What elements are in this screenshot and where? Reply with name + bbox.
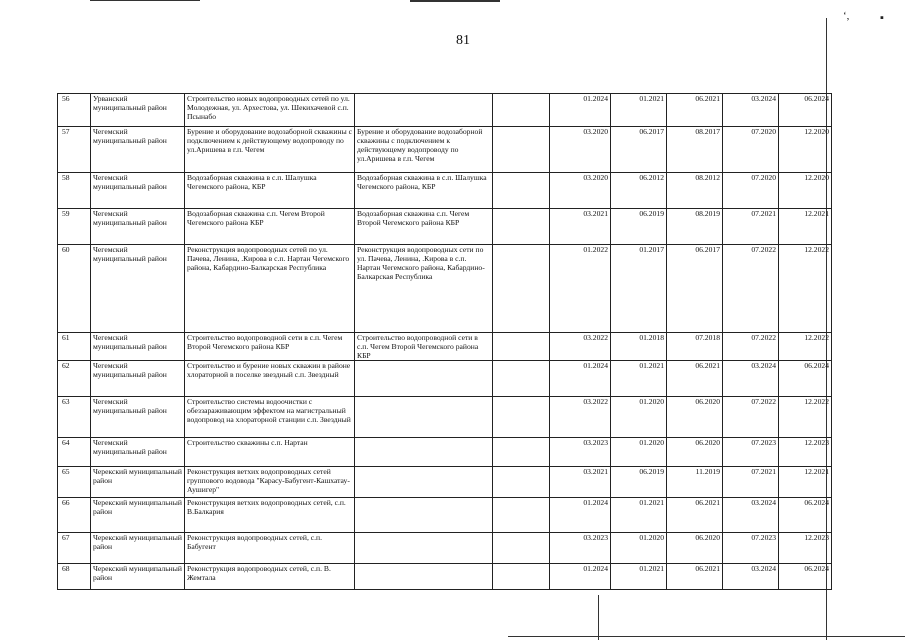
row-number: 68	[58, 564, 91, 590]
date-cell-5: 07.2021	[723, 209, 779, 245]
date-cell-1	[493, 397, 550, 438]
date-cell-3: 01.2017	[611, 245, 667, 333]
date-cell-1	[493, 245, 550, 333]
date-cell-2: 03.2022	[550, 397, 611, 438]
date-cell-3: 01.2020	[611, 397, 667, 438]
date-cell-4: 08.2012	[667, 173, 723, 209]
date-cell-2: 03.2022	[550, 333, 611, 361]
project-title-cell: Строительство водопроводной сети в с.п. Чегем Второй Чегемского района КБР	[185, 333, 355, 361]
project-title-cell: Реконструкция ветхих водопроводных сетей, с.п. В.Балкария	[185, 498, 355, 533]
date-cell-5: 07.2022	[723, 245, 779, 333]
date-cell-2: 03.2020	[550, 127, 611, 173]
date-cell-5: 07.2022	[723, 333, 779, 361]
date-cell-3: 01.2021	[611, 498, 667, 533]
date-cell-6: 12.2023	[779, 438, 832, 467]
date-cell-4: 06.2021	[667, 94, 723, 127]
date-cell-6: 12.2020	[779, 127, 832, 173]
date-cell-1	[493, 209, 550, 245]
object-name-cell: Водозаборная скважина с.п. Чегем Второй Чегемского района КБР	[355, 209, 493, 245]
date-cell-3: 01.2021	[611, 361, 667, 397]
date-cell-6: 06.2024	[779, 498, 832, 533]
scan-artifact-bottom	[508, 636, 905, 637]
date-cell-1	[493, 361, 550, 397]
data-table	[57, 93, 831, 590]
object-name-cell	[355, 361, 493, 397]
project-title-cell: Реконструкция водопроводных сетей, с.п. В. Жемтала	[185, 564, 355, 590]
date-cell-5: 03.2024	[723, 361, 779, 397]
object-name-cell	[355, 438, 493, 467]
project-title-cell: Реконструкция ветхих водопроводных сетей группового водовода "Карасу-Бабугент-Кашхатау-Аушигер"	[185, 467, 355, 498]
table-row	[58, 533, 832, 564]
scan-artifact-top	[90, 0, 200, 1]
date-cell-6: 12.2023	[779, 533, 832, 564]
project-title-cell: Строительство системы водоочистки с обеззараживающим эффектом на магистральный водопровод на хлораторной станции с.п. Звездный	[185, 397, 355, 438]
object-name-cell	[355, 397, 493, 438]
table-row	[58, 127, 832, 173]
date-cell-5: 07.2020	[723, 173, 779, 209]
date-cell-1	[493, 564, 550, 590]
date-cell-2: 01.2024	[550, 498, 611, 533]
object-name-cell	[355, 564, 493, 590]
district-cell: Чегемский муниципальный район	[91, 209, 185, 245]
row-number: 57	[58, 127, 91, 173]
scan-artifact-fold	[598, 595, 599, 640]
date-cell-4: 06.2020	[667, 533, 723, 564]
date-cell-1	[493, 173, 550, 209]
date-cell-6: 06.2024	[779, 94, 832, 127]
date-cell-5: 07.2020	[723, 127, 779, 173]
page-number: 81	[456, 33, 470, 48]
date-cell-3: 06.2019	[611, 467, 667, 498]
district-cell: Урванский муниципальный район	[91, 94, 185, 127]
date-cell-5: 07.2023	[723, 438, 779, 467]
date-cell-4: 08.2019	[667, 209, 723, 245]
project-title-cell: Водозаборная скважина в с.п. Шалушка Чегемского района, КБР	[185, 173, 355, 209]
row-number: 61	[58, 333, 91, 361]
date-cell-6: 12.2020	[779, 173, 832, 209]
table-row	[58, 361, 832, 397]
district-cell: Чегемский муниципальный район	[91, 245, 185, 333]
date-cell-2: 01.2024	[550, 94, 611, 127]
date-cell-6: 12.2021	[779, 467, 832, 498]
date-cell-2: 03.2020	[550, 173, 611, 209]
date-cell-3: 01.2021	[611, 564, 667, 590]
table-row	[58, 209, 832, 245]
date-cell-6: 12.2022	[779, 245, 832, 333]
date-cell-5: 03.2024	[723, 94, 779, 127]
date-cell-1	[493, 333, 550, 361]
table-row	[58, 397, 832, 438]
scan-mark: ‘,	[843, 10, 850, 22]
date-cell-1	[493, 467, 550, 498]
district-cell: Чегемский муниципальный район	[91, 438, 185, 467]
date-cell-5: 03.2024	[723, 564, 779, 590]
scan-artifact-top-right	[410, 0, 500, 2]
date-cell-2: 01.2024	[550, 361, 611, 397]
district-cell: Черекский муниципальный район	[91, 533, 185, 564]
row-number: 60	[58, 245, 91, 333]
date-cell-3: 06.2017	[611, 127, 667, 173]
date-cell-3: 01.2021	[611, 94, 667, 127]
row-number: 59	[58, 209, 91, 245]
date-cell-4: 06.2021	[667, 564, 723, 590]
object-name-cell: Водозаборная скважина в с.п. Шалушка Чегемского района, КБР	[355, 173, 493, 209]
project-title-cell: Реконструкция водопроводных сетей, с.п. Бабугент	[185, 533, 355, 564]
object-name-cell	[355, 467, 493, 498]
date-cell-3: 01.2020	[611, 533, 667, 564]
date-cell-5: 07.2023	[723, 533, 779, 564]
date-cell-4: 06.2017	[667, 245, 723, 333]
date-cell-2: 01.2022	[550, 245, 611, 333]
date-cell-1	[493, 533, 550, 564]
object-name-cell: Бурение и оборудование водозаборной скважины с подключением к действующему водопроводу по ул.Аришева в г.п. Чегем	[355, 127, 493, 173]
table-row	[58, 564, 832, 590]
table-row	[58, 94, 832, 127]
date-cell-4: 06.2021	[667, 361, 723, 397]
date-cell-4: 08.2017	[667, 127, 723, 173]
date-cell-3: 06.2012	[611, 173, 667, 209]
date-cell-3: 06.2019	[611, 209, 667, 245]
table-row	[58, 333, 832, 361]
row-number: 66	[58, 498, 91, 533]
project-title-cell: Бурение и оборудование водозаборной скважины с подключением к действующему водопроводу по ул.Аришева в г.п. Чегем	[185, 127, 355, 173]
district-cell: Черекский муниципальный район	[91, 498, 185, 533]
row-number: 65	[58, 467, 91, 498]
district-cell: Чегемский муниципальный район	[91, 127, 185, 173]
date-cell-2: 03.2021	[550, 467, 611, 498]
date-cell-1	[493, 438, 550, 467]
project-title-cell: Строительство новых водопроводных сетей по ул. Молодежная, ул. Архестова, ул. Шекихачевой с.п. Псынабо	[185, 94, 355, 127]
date-cell-4: 06.2021	[667, 498, 723, 533]
date-cell-6: 12.2022	[779, 397, 832, 438]
table-row	[58, 498, 832, 533]
date-cell-4: 06.2020	[667, 397, 723, 438]
object-name-cell: Реконструкция водопроводных сети по ул. Пачева, Ленина, .Кирова в с.п. Нартан Чегемского района, Кабардино-Балкарская Республика	[355, 245, 493, 333]
object-name-cell	[355, 94, 493, 127]
row-number: 56	[58, 94, 91, 127]
row-number: 67	[58, 533, 91, 564]
date-cell-5: 07.2022	[723, 397, 779, 438]
date-cell-5: 03.2024	[723, 498, 779, 533]
table-row	[58, 467, 832, 498]
date-cell-4: 07.2018	[667, 333, 723, 361]
district-cell: Черекский муниципальный район	[91, 467, 185, 498]
row-number: 63	[58, 397, 91, 438]
date-cell-6: 06.2024	[779, 564, 832, 590]
object-name-cell: Строительство водопроводной сети в с.п. Чегем Второй Чегемского района КБР	[355, 333, 493, 361]
date-cell-2: 01.2024	[550, 564, 611, 590]
date-cell-1	[493, 94, 550, 127]
date-cell-1	[493, 498, 550, 533]
district-cell: Чегемский муниципальный район	[91, 173, 185, 209]
date-cell-3: 01.2020	[611, 438, 667, 467]
date-cell-6: 12.2021	[779, 209, 832, 245]
date-cell-6: 12.2022	[779, 333, 832, 361]
table-row	[58, 173, 832, 209]
district-cell: Чегемский муниципальный район	[91, 333, 185, 361]
date-cell-2: 03.2021	[550, 209, 611, 245]
date-cell-2: 03.2023	[550, 533, 611, 564]
date-cell-1	[493, 127, 550, 173]
object-name-cell	[355, 533, 493, 564]
project-title-cell: Строительство скважины с.п. Нартан	[185, 438, 355, 467]
district-cell: Чегемский муниципальный район	[91, 361, 185, 397]
date-cell-3: 01.2018	[611, 333, 667, 361]
table-row	[58, 438, 832, 467]
project-title-cell: Водозаборная скважина с.п. Чегем Второй Чегемского района КБР	[185, 209, 355, 245]
date-cell-5: 07.2021	[723, 467, 779, 498]
project-title-cell: Строительство и бурение новых скважин в районе хлораторной в поселке звездный с.п. Звездный	[185, 361, 355, 397]
table-row	[58, 245, 832, 333]
row-number: 64	[58, 438, 91, 467]
date-cell-6: 06.2024	[779, 361, 832, 397]
object-name-cell	[355, 498, 493, 533]
date-cell-4: 06.2020	[667, 438, 723, 467]
date-cell-2: 03.2023	[550, 438, 611, 467]
project-title-cell: Реконструкция водопроводных сетей по ул. Пачева, Ленина, .Кирова в с.п. Нартан Чегемского района, Кабардино-Балкарская Республика	[185, 245, 355, 333]
district-cell: Черекский муниципальный район	[91, 564, 185, 590]
row-number: 62	[58, 361, 91, 397]
date-cell-4: 11.2019	[667, 467, 723, 498]
row-number: 58	[58, 173, 91, 209]
district-cell: Чегемский муниципальный район	[91, 397, 185, 438]
scan-dot: ▪	[880, 12, 884, 24]
